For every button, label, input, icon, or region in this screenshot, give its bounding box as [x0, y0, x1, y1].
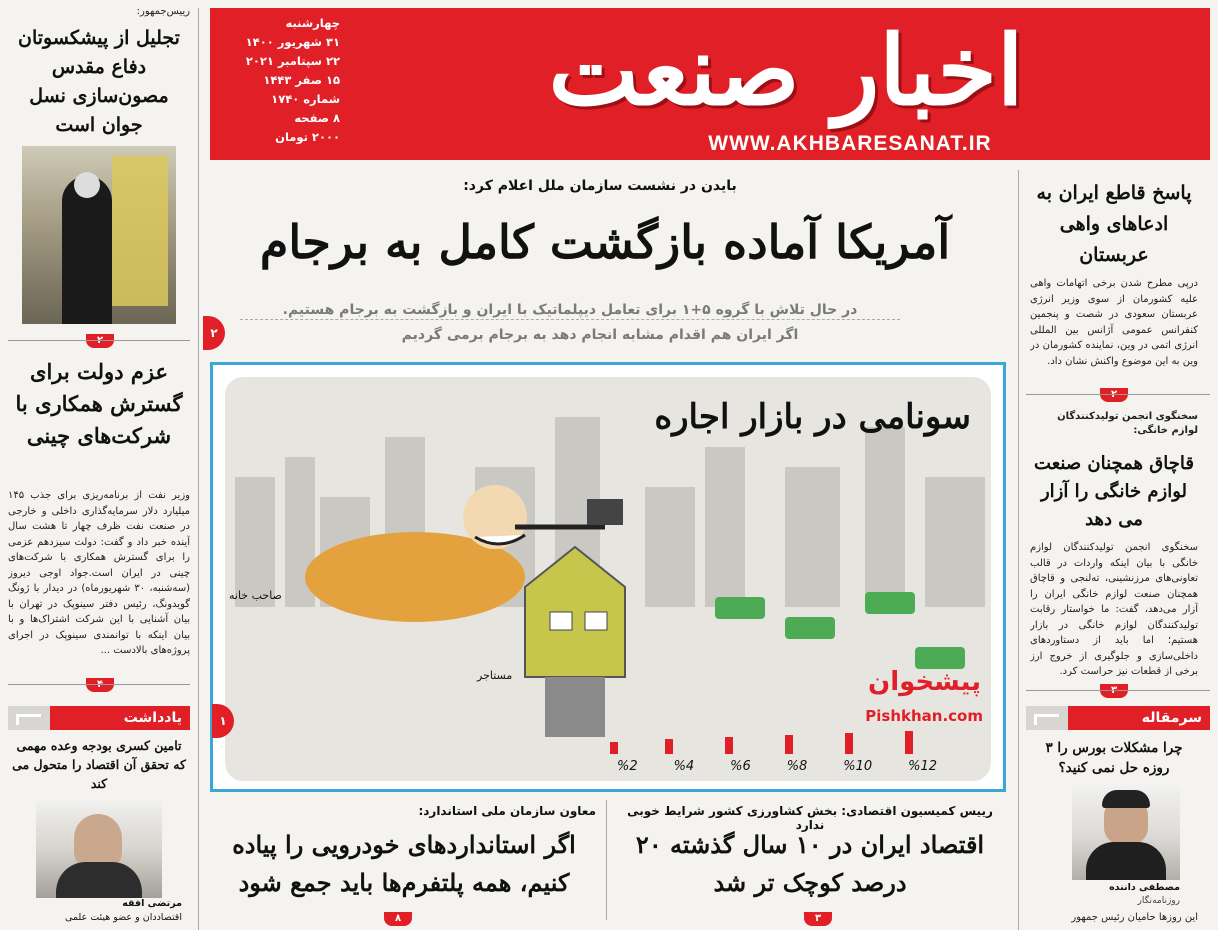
bottom-left-kicker: معاون سازمان ملی استاندارد:: [418, 804, 596, 818]
issue-date-lunar: ۱۵ صفر ۱۴۴۳: [263, 73, 340, 87]
editorial-author-name: مصطفی داننده: [1109, 882, 1180, 893]
photo-face: [74, 172, 100, 198]
editorial-arrow-box: [1026, 706, 1068, 730]
bottom-right-kicker: رییس کمیسیون اقتصادی: بخش کشاورزی کشور شرایط خوبی ندارد: [627, 804, 993, 832]
issue-info: [220, 14, 340, 147]
note-author-title: اقتصاددان و عضو هیئت علمی: [64, 912, 182, 923]
scale-label: %8: [786, 759, 808, 774]
column-divider: [606, 800, 607, 920]
right-mid-kicker: سخنگوی انجمن تولیدکنندگان لوازم خانگی:: [1057, 411, 1198, 436]
editorial-headline[interactable]: چرا مشکلات بورس را ۳ روزه حل نمی کنید؟: [1045, 740, 1183, 776]
note-arrow-box: [8, 706, 50, 730]
left-top-page[interactable]: [86, 334, 114, 348]
right-mid-headline[interactable]: قاچاق همچنان صنعت لوازم خانگی را آزار می دهد: [1034, 453, 1194, 530]
bottom-right-headline[interactable]: اقتصاد ایران در ۱۰ سال گذشته ۲۰ درصد کوچک تر شد: [635, 830, 985, 897]
main-page[interactable]: ۲: [203, 316, 225, 350]
divider: [8, 340, 190, 341]
right-top-page[interactable]: [1100, 388, 1128, 402]
issue-date-gregorian: ۲۲ سپتامبر ۲۰۲۱: [245, 54, 340, 68]
cartoon-page[interactable]: ۱: [212, 704, 234, 738]
watermark-en: Pishkhan.com: [865, 707, 983, 725]
right-mid-page[interactable]: [1100, 684, 1128, 698]
watermark-fa: پیشخوان: [868, 667, 981, 697]
editorial-label: سرمقاله: [1068, 706, 1210, 730]
left-top-kicker: رییس‌جمهور:: [136, 6, 190, 17]
divider: [1026, 690, 1210, 691]
issue-day: چهارشنبه: [285, 16, 340, 30]
column-divider: [1018, 170, 1019, 930]
main-subhead-2: اگر ایران هم اقدام مشابه انجام دهد به برجام برمی گردیم: [401, 327, 799, 343]
note-label: یادداشت: [50, 706, 190, 730]
scale-label: %2: [617, 759, 638, 774]
cartoon-image[interactable]: [225, 377, 991, 781]
issue-price: ۲۰۰۰ تومان: [275, 130, 340, 144]
editorial-body: این روزها حامیان رئیس جمهور: [1071, 912, 1198, 923]
newspaper-logo[interactable]: اخبار صنعت: [548, 14, 1024, 127]
cartoon-frame: [210, 362, 1006, 792]
note-author-name: مرتضی افقه: [122, 898, 182, 909]
arrow-icon: [16, 714, 41, 725]
divider: [1026, 394, 1210, 395]
percent-scale-labels: [617, 759, 937, 774]
note-headline[interactable]: تامین کسری بودجه وعده مهمی که تحقق آن اقتصاد را متحول می کند: [12, 738, 186, 791]
left-mid-headline[interactable]: عزم دولت برای گسترش همکاری با شرکت‌های چینی: [15, 359, 183, 448]
arrow-icon: [1034, 714, 1059, 725]
author-shoulders: [56, 862, 142, 898]
cartoon-title: سونامی در بازار اجاره: [654, 397, 971, 437]
scale-label: %6: [730, 759, 751, 774]
tenant-house: [525, 547, 625, 737]
masthead: [210, 8, 1210, 160]
issue-number: شماره ۱۷۴۰: [271, 92, 340, 106]
bottom-right-page[interactable]: ۳: [804, 912, 832, 926]
scale-label: %12: [908, 759, 937, 774]
author-shoulders: [1086, 842, 1166, 880]
president-photo: [22, 146, 176, 324]
main-subhead-1: در حال تلاش با گروه ۵+۱ برای تعامل دیپلماتیک با ایران و بازگشت به برجام هستیم.: [240, 302, 900, 320]
website-url[interactable]: WWW.AKHBARESANAT.IR: [708, 132, 992, 155]
photo-figure: [62, 176, 112, 324]
main-kicker: بایدن در نشست سازمان ملل اعلام کرد:: [463, 178, 737, 194]
scale-label: %4: [673, 759, 695, 774]
main-headline[interactable]: آمریکا آماده بازگشت کامل به برجام: [259, 215, 951, 269]
note-author-photo: [36, 800, 162, 898]
photo-board: [112, 156, 168, 306]
right-mid-body: سخنگوی انجمن تولیدکنندگان لوازم خانگی با بیان اینکه واردات در قالب تعاونی‌های مرزنشینی، ته‌لنجی و قاچاق همچنان صنعت لوازم خانگی ایران را آزار می‌دهد، گفت: ما خواستار رقابت تولیدکنندگان لوازم خانگی در بازار هستیم؛ اما باید از دستاوردهای داخلی‌سازی و جلوگیری از خروج ارز برخی از قطعات نیز حراست کرد.: [1030, 542, 1198, 676]
editorial-author-title: روزنامه‌نگار: [1137, 896, 1180, 906]
left-mid-body: وزیر نفت از برنامه‌ریزی برای جذب ۱۴۵ میلیارد دلار سرمایه‌گذاری داخلی و خارجی در صنعت نفت ظرف چهار تا هشت سال آینده خبر داد و گفت: دولت سیزدهم عزمی را برای گسترش همکاری با شرکت‌های چینی در ایران است.جواد اوجی دیروز (سه‌شنبه، ۳۰ شهریورماه) در دیدار با ژونگ گویدونگ، رئیس دفتر سینوپک در تهران با بیان آشنایی با این شرکت اشتراک‌ها و با بیان اینکه با توانمندی سینوپک در اجرای پروژه‌های بالادست ...: [8, 490, 190, 656]
issue-pages: ۸ صفحه: [294, 111, 340, 125]
column-divider: [198, 8, 199, 930]
divider: [8, 684, 190, 685]
author-hair: [1102, 790, 1150, 808]
cartoon-label-owner: صاحب خانه: [229, 589, 282, 602]
percent-scale: [610, 731, 913, 754]
right-top-body: درپی مطرح شدن برخی اتهامات واهی علیه کشورمان از سوی وزیر انرژی عربستان سعودی در شصت و پنجمین کنفرانس عمومی آژانس بین المللی انرژی اتمی در وین، نماینده کشورمان در وین به این موضوع واکنش نشان داد.: [1030, 278, 1198, 367]
left-mid-page[interactable]: [86, 678, 114, 692]
bottom-left-headline[interactable]: اگر استانداردهای خودرویی را پیاده کنیم، همه پلتفرم‌ها باید جمع شود: [232, 830, 576, 897]
editorial-author-photo: [1072, 784, 1180, 880]
bottom-left-page[interactable]: ۸: [384, 912, 412, 926]
cartoon-label-tenant: مستاجر: [477, 669, 513, 682]
left-top-headline[interactable]: تجلیل از پیشکسوتان دفاع مقدس مصون‌سازی نسل جوان است: [18, 27, 180, 136]
right-top-headline[interactable]: پاسخ قاطع ایران به ادعاهای واهی عربستان: [1036, 182, 1192, 266]
scale-label: %10: [843, 759, 873, 774]
issue-date-solar: ۳۱ شهریور ۱۴۰۰: [245, 35, 340, 49]
